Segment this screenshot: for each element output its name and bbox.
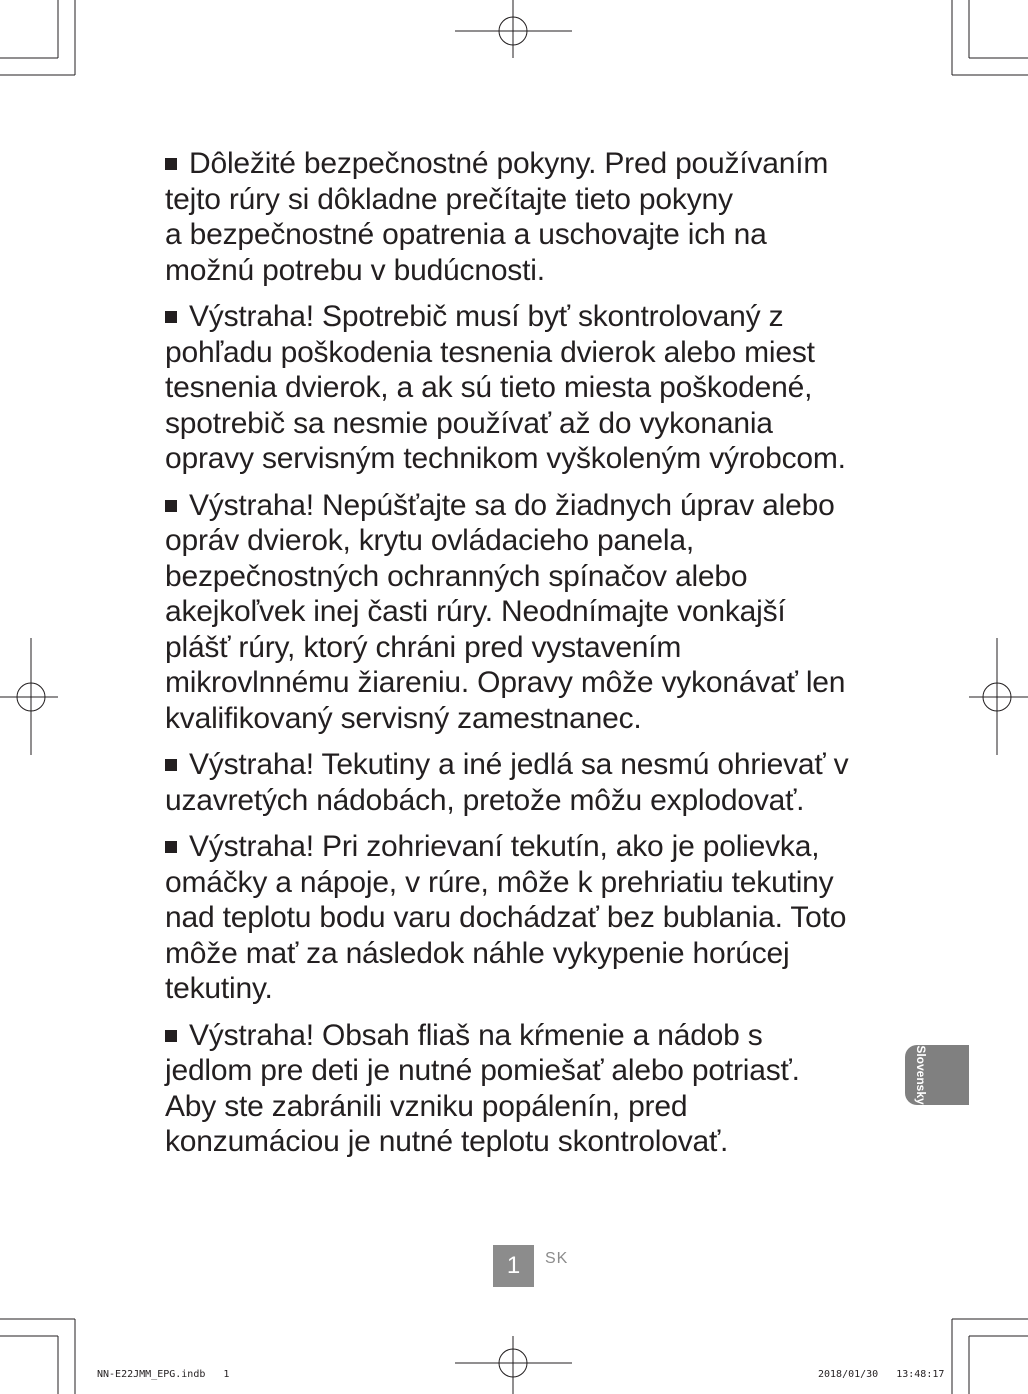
paragraph-line: opravy servisným technikom vyškoleným výrobcom. bbox=[165, 442, 846, 475]
paragraph-line: Výstraha! Tekutiny a iné jedlá sa nesmú ohrievať v bbox=[165, 747, 885, 783]
paragraph-line: Výstraha! Nepúšťajte sa do žiadnych úprav alebo bbox=[165, 488, 885, 524]
paragraph-line: konzumáciou je nutné teplotu skontrolovať. bbox=[165, 1125, 729, 1158]
square-bullet-icon bbox=[165, 500, 177, 512]
paragraph-line: a bezpečnostné opatrenia a uschovajte ich na bbox=[165, 218, 767, 251]
registration-mark-right bbox=[969, 638, 1028, 755]
registration-mark-top bbox=[455, 0, 572, 58]
page-language-code: SK bbox=[545, 1250, 569, 1267]
language-tab-label: Slovensky bbox=[914, 1045, 928, 1105]
safety-paragraph bbox=[165, 299, 885, 477]
paragraph-line: omáčky a nápoje, v rúre, môže k prehriatiu tekutiny bbox=[165, 865, 834, 899]
language-tab bbox=[905, 1045, 969, 1105]
print-slug-datetime bbox=[818, 1369, 944, 1380]
paragraph-line: Výstraha! Obsah fliaš na kŕmenie a nádob s bbox=[165, 1018, 885, 1054]
paragraph-line: Výstraha! Pri zohrievaní tekutín, ako je polievka, bbox=[165, 829, 885, 865]
square-bullet-icon bbox=[165, 1030, 177, 1042]
paragraph-line: opráv dvierok, krytu ovládacieho panela, bbox=[165, 524, 694, 557]
crop-mark-bottom-left bbox=[0, 1319, 75, 1394]
square-bullet-icon bbox=[165, 158, 177, 170]
registration-mark-bottom bbox=[455, 1336, 572, 1394]
slug-time: 13:48:17 bbox=[896, 1369, 945, 1380]
paragraph-line: pohľadu poškodenia tesnenia dvierok alebo miest bbox=[165, 335, 815, 369]
slug-date: 2018/01/30 bbox=[818, 1369, 879, 1380]
paragraph-line: akejkoľvek inej časti rúry. Neodnímajte vonkajší bbox=[165, 595, 786, 628]
square-bullet-icon bbox=[165, 841, 177, 853]
paragraph-line: tesnenia dvierok, a ak sú tieto miesta poškodené, bbox=[165, 371, 813, 404]
safety-paragraph bbox=[165, 747, 885, 818]
paragraph-line: uzavretých nádobách, pretože môžu explodovať. bbox=[165, 783, 805, 817]
paragraph-line: Dôležité bezpečnostné pokyny. Pred používaním bbox=[165, 146, 885, 182]
slug-file-page: 1 bbox=[223, 1369, 230, 1380]
crop-mark-top-left bbox=[0, 0, 75, 75]
paragraph-line: kvalifikovaný servisný zamestnanec. bbox=[165, 701, 642, 735]
paragraph-line: mikrovlnnému žiareniu. Opravy môže vykonávať len bbox=[165, 666, 846, 699]
crop-mark-top-right bbox=[952, 0, 1028, 75]
safety-paragraph bbox=[165, 146, 885, 288]
paragraph-line: Výstraha! Spotrebič musí byť skontrolovaný z bbox=[165, 299, 885, 335]
paragraph-line: Aby ste zabránili vzniku popálenín, pred bbox=[165, 1089, 688, 1123]
safety-instructions bbox=[165, 146, 885, 1171]
registration-mark-left bbox=[0, 638, 58, 755]
safety-paragraph bbox=[165, 488, 885, 737]
print-slug-file bbox=[97, 1369, 229, 1380]
paragraph-line: tekutiny. bbox=[165, 972, 273, 1005]
safety-paragraph bbox=[165, 1018, 885, 1160]
paragraph-line: môže mať za následok náhle vykypenie horúcej bbox=[165, 936, 790, 970]
paragraph-line: jedlom pre deti je nutné pomiešať alebo potriasť. bbox=[165, 1054, 800, 1087]
paragraph-line: plášť rúry, ktorý chráni pred vystavením bbox=[165, 630, 682, 664]
square-bullet-icon bbox=[165, 759, 177, 771]
slug-file-name: NN-E22JMM_EPG.indb bbox=[97, 1369, 206, 1380]
paragraph-line: možnú potrebu v budúcnosti. bbox=[165, 253, 545, 287]
page-number: 1 bbox=[493, 1245, 534, 1287]
paragraph-line: spotrebič sa nesmie používať až do vykonania bbox=[165, 406, 773, 440]
square-bullet-icon bbox=[165, 311, 177, 323]
paragraph-line: bezpečnostných ochranných spínačov alebo bbox=[165, 559, 748, 593]
crop-mark-bottom-right bbox=[952, 1319, 1028, 1394]
safety-paragraph bbox=[165, 829, 885, 1007]
paragraph-line: tejto rúry si dôkladne prečítajte tieto pokyny bbox=[165, 182, 733, 216]
paragraph-line: nad teplotu bodu varu dochádzať bez bublania. Toto bbox=[165, 901, 847, 934]
